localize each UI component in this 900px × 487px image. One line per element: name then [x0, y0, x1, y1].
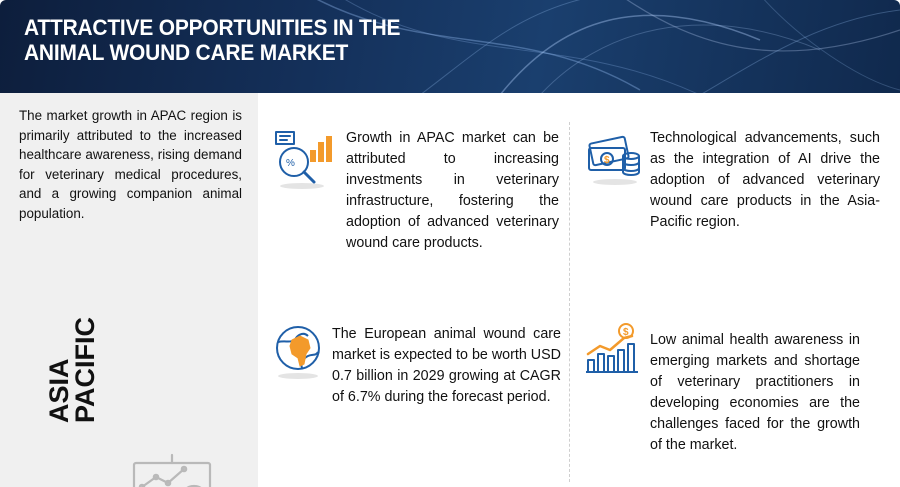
- region-label-line-2: PACIFIC: [70, 317, 100, 423]
- svg-text:%: %: [286, 158, 295, 169]
- page-title: [24, 15, 508, 65]
- opportunity-text-3: The European animal wound care market is expected to be worth USD 0.7 billion in 2029 growing at CAGR of 6.7% during the forecast period.: [332, 326, 561, 405]
- region-label: [46, 317, 98, 423]
- growth-chart-icon: [584, 322, 640, 378]
- left-panel: [0, 93, 258, 487]
- header-banner: [0, 0, 900, 93]
- svg-text:$: $: [604, 155, 610, 166]
- opportunity-text-1: Growth in APAC market can be attributed to increasing investments in veterinary infrastructure, fostering the adoption of advanced veterinary wound care products.: [346, 130, 559, 251]
- svg-text:$: $: [623, 327, 629, 338]
- opportunity-text-2: Technological advancements, such as the integration of AI drive the adoption of advanced veterinary wound care products in the Asia-Pacific region.: [650, 130, 880, 230]
- analytics-icon: [272, 128, 336, 192]
- title-line-1: ATTRACTIVE OPPORTUNITIES IN THE: [24, 15, 401, 40]
- region-label-line-1: ASIA: [44, 358, 74, 423]
- presentation-board-icon: [130, 453, 234, 487]
- money-icon: [585, 130, 643, 186]
- opportunity-text-4: Low animal health awareness in emerging markets and shortage of veterinary practitioners in developing economies are the challenges faced for the growth of the market.: [650, 332, 860, 453]
- column-divider: [569, 122, 570, 482]
- intro-text: The market growth in APAC region is primarily attributed to the increased healthcare awareness, rising demand for veterinary medical procedures, and a growing companion animal population.: [19, 108, 242, 221]
- title-line-2: ANIMAL WOUND CARE MARKET: [24, 40, 349, 65]
- globe-icon: [272, 322, 326, 380]
